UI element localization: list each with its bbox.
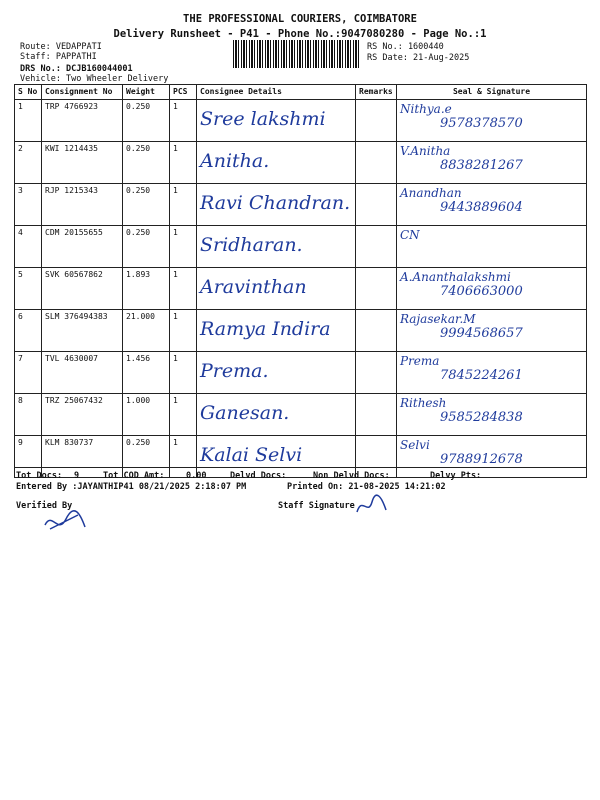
cell-weight: 0.250	[123, 436, 170, 478]
table-row	[15, 436, 587, 478]
cell-weight: 0.250	[123, 226, 170, 268]
cell-sno: 3	[15, 184, 42, 226]
table-row	[15, 352, 587, 394]
tot-docs-label: Tot Docs:	[16, 471, 63, 481]
handwritten-signature: Rajasekar.M	[400, 312, 476, 326]
rs-date: RS Date: 21-Aug-2025	[367, 53, 470, 63]
cell-signature	[397, 226, 587, 268]
cell-pcs: 1	[170, 100, 197, 142]
handwritten-consignee-name: Ravi Chandran.	[200, 192, 351, 214]
cell-sno: 1	[15, 100, 42, 142]
col-sno: S No	[15, 85, 42, 100]
vehicle-label: Vehicle: Two Wheeler Delivery	[20, 74, 169, 84]
cell-weight: 1.456	[123, 352, 170, 394]
handwritten-consignee-name: Sridharan.	[200, 234, 303, 256]
cell-weight: 0.250	[123, 100, 170, 142]
cell-consignment: TRZ 25067432	[42, 394, 123, 436]
cell-sno: 7	[15, 352, 42, 394]
cell-consignee	[197, 142, 356, 184]
staff-signature-scribble	[354, 494, 390, 516]
cell-remarks	[356, 184, 397, 226]
cell-pcs: 1	[170, 352, 197, 394]
delvd-docs-label: Delvd Docs:	[230, 471, 287, 481]
tot-cod-label: Tot COD Amt:	[103, 471, 165, 481]
cell-consignment: TVL 4630007	[42, 352, 123, 394]
handwritten-signature: Selvi	[400, 438, 430, 452]
handwritten-consignee-name: Aravinthan	[200, 276, 307, 298]
col-consignee: Consignee Details	[197, 85, 356, 100]
printed-on: Printed On: 21-08-2025 14:21:02	[287, 482, 446, 492]
cell-consignee	[197, 394, 356, 436]
cell-remarks	[356, 142, 397, 184]
table-row	[15, 394, 587, 436]
cell-signature	[397, 310, 587, 352]
handwritten-consignee-name: Sree lakshmi	[200, 108, 326, 130]
cell-sno: 6	[15, 310, 42, 352]
cell-consignment: SVK 60567862	[42, 268, 123, 310]
cell-consignee	[197, 184, 356, 226]
cell-pcs: 1	[170, 142, 197, 184]
company-title: THE PROFESSIONAL COURIERS, COIMBATORE	[183, 13, 417, 25]
cell-pcs: 1	[170, 436, 197, 478]
verified-signature-scribble	[40, 507, 90, 537]
handwritten-signature: V.Anitha	[400, 144, 451, 158]
delivery-table	[14, 84, 587, 478]
entered-by: Entered By :JAYANTHIP41 08/21/2025 2:18:07 PM	[16, 482, 247, 492]
handwritten-phone: 9578378570	[440, 116, 523, 131]
cell-weight: 21.000	[123, 310, 170, 352]
cell-pcs: 1	[170, 268, 197, 310]
cell-consignee	[197, 100, 356, 142]
handwritten-signature: Prema	[400, 354, 440, 368]
handwritten-phone: 7845224261	[440, 368, 523, 383]
handwritten-signature: CN	[400, 228, 420, 242]
cell-signature	[397, 100, 587, 142]
cell-remarks	[356, 394, 397, 436]
table-row	[15, 184, 587, 226]
footer-divider	[14, 467, 587, 468]
cell-signature	[397, 142, 587, 184]
route-label: Route: VEDAPPATI	[20, 42, 102, 52]
cell-consignee	[197, 268, 356, 310]
table-row	[15, 226, 587, 268]
cell-signature	[397, 268, 587, 310]
cell-signature	[397, 184, 587, 226]
staff-label: Staff: PAPPATHI	[20, 52, 97, 62]
col-pcs: PCS	[170, 85, 197, 100]
col-consignment: Consignment No	[42, 85, 123, 100]
handwritten-phone: 9585284838	[440, 410, 523, 425]
cell-sno: 9	[15, 436, 42, 478]
handwritten-phone: 9994568657	[440, 326, 523, 341]
handwritten-phone: 7406663000	[440, 284, 523, 299]
cell-pcs: 1	[170, 310, 197, 352]
cell-remarks	[356, 268, 397, 310]
delvy-pts-label: Delvy Pts:	[430, 471, 482, 481]
tot-cod-value: 0.00	[186, 471, 207, 481]
table-row	[15, 142, 587, 184]
table-row	[15, 268, 587, 310]
cell-sno: 2	[15, 142, 42, 184]
cell-consignment: CDM 20155655	[42, 226, 123, 268]
non-delvd-docs-label: Non Delvd Docs:	[313, 471, 390, 481]
cell-signature	[397, 352, 587, 394]
staff-signature-label: Staff Signature	[278, 501, 355, 511]
col-signature: Seal & Signature	[397, 85, 587, 100]
handwritten-consignee-name: Anitha.	[200, 150, 270, 172]
drs-number: DRS No.: DCJB160044001	[20, 64, 133, 74]
verified-by-label: Verified By	[16, 501, 73, 511]
handwritten-signature: A.Ananthalakshmi	[400, 270, 511, 284]
cell-weight: 0.250	[123, 142, 170, 184]
barcode-image	[233, 40, 359, 68]
handwritten-consignee-name: Prema.	[200, 360, 269, 382]
cell-remarks	[356, 100, 397, 142]
table-row	[15, 100, 587, 142]
cell-consignee	[197, 352, 356, 394]
cell-pcs: 1	[170, 184, 197, 226]
cell-sno: 8	[15, 394, 42, 436]
cell-consignment: RJP 1215343	[42, 184, 123, 226]
handwritten-signature: Rithesh	[400, 396, 447, 410]
cell-consignment: KLM 830737	[42, 436, 123, 478]
cell-weight: 1.000	[123, 394, 170, 436]
handwritten-phone: 9788912678	[440, 452, 523, 467]
rs-number: RS No.: 1600440	[367, 42, 444, 52]
cell-remarks	[356, 226, 397, 268]
runsheet-subtitle: Delivery Runsheet - P41 - Phone No.:9047080280 - Page No.:1	[113, 28, 487, 40]
tot-docs-value: 9	[74, 471, 80, 481]
cell-consignment: TRP 4766923	[42, 100, 123, 142]
handwritten-phone: 8838281267	[440, 158, 523, 173]
table-header-row	[15, 85, 587, 100]
cell-consignee	[197, 226, 356, 268]
table-row	[15, 310, 587, 352]
handwritten-phone: 9443889604	[440, 200, 523, 215]
handwritten-signature: Nithya.e	[400, 102, 452, 116]
cell-remarks	[356, 310, 397, 352]
cell-signature	[397, 394, 587, 436]
handwritten-consignee-name: Kalai Selvi	[200, 444, 303, 466]
cell-signature	[397, 436, 587, 478]
cell-weight: 1.893	[123, 268, 170, 310]
handwritten-consignee-name: Ramya Indira	[200, 318, 331, 340]
cell-consignee	[197, 310, 356, 352]
handwritten-consignee-name: Ganesan.	[200, 402, 290, 424]
cell-remarks	[356, 352, 397, 394]
cell-pcs: 1	[170, 394, 197, 436]
cell-weight: 0.250	[123, 184, 170, 226]
col-remarks: Remarks	[356, 85, 397, 100]
cell-consignment: SLM 376494383	[42, 310, 123, 352]
handwritten-signature: Anandhan	[400, 186, 462, 200]
cell-pcs: 1	[170, 226, 197, 268]
cell-consignment: KWI 1214435	[42, 142, 123, 184]
cell-sno: 5	[15, 268, 42, 310]
col-weight: Weight	[123, 85, 170, 100]
cell-sno: 4	[15, 226, 42, 268]
